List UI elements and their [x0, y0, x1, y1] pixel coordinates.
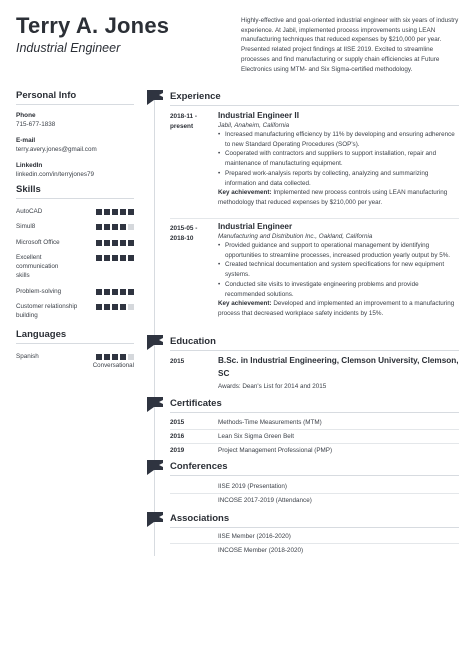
section-flag-icon — [147, 397, 163, 411]
rating-square-filled — [112, 240, 118, 246]
skill-item — [16, 222, 134, 231]
skill-name: Customer relationship building — [16, 303, 78, 320]
education-awards: Awards: Dean's List for 2014 and 2015 — [218, 383, 327, 390]
skill-rating — [96, 302, 134, 310]
rating-square-empty — [128, 354, 134, 360]
rating-square-filled — [96, 289, 102, 295]
job-entry — [218, 222, 460, 319]
job-company: Manufacturing and Distribution Inc., Oakland, California — [218, 233, 373, 240]
job-entry — [218, 111, 460, 208]
rating-square-filled — [104, 224, 110, 230]
skill-rating — [96, 222, 134, 230]
rating-square-filled — [128, 240, 134, 246]
skill-name: Problem-solving — [16, 287, 62, 295]
rating-square-filled — [112, 255, 118, 261]
education-year: 2015 — [170, 358, 185, 365]
education-degree: B.Sc. in Industrial Engineering, Clemson University, Clemson, SC — [218, 356, 459, 378]
rating-square-filled — [96, 354, 102, 360]
rating-square-filled — [112, 224, 118, 230]
email-label: E-mail — [16, 137, 36, 144]
achievement-text: Implemented new process controls using LEAN manufacturing methodology that reduced expenses by $210,000 per year. — [218, 189, 448, 206]
rating-square-filled — [104, 304, 110, 310]
timeline-line — [154, 100, 155, 556]
education-entry — [218, 355, 460, 392]
job-achievement — [218, 299, 460, 318]
rating-square-filled — [112, 304, 118, 310]
job-bullet: • Created technical documentation and system specifications for new equipment systems. — [218, 260, 460, 279]
skill-name: Simul8 — [16, 223, 36, 231]
skill-name: Excellent communication skills — [16, 253, 59, 280]
candidate-title: Industrial Engineer — [16, 41, 121, 55]
phone-label: Phone — [16, 112, 36, 119]
job-bullet: • Cooperated with contractors and suppliers to support installation, repair and maintenance of manufacturing equipment. — [218, 149, 460, 168]
job-bullet: • Provided guidance and support to operational management by identifying opportunities to streamline processes, increased production yearly output by 5%. — [218, 241, 460, 260]
certificate-year: 2019 — [170, 447, 185, 454]
rating-square-filled — [120, 304, 126, 310]
skill-item — [16, 207, 134, 216]
rating-square-filled — [128, 209, 134, 215]
rating-square-filled — [120, 240, 126, 246]
achievement-label: Key achievement: — [218, 300, 272, 308]
skill-item — [16, 253, 134, 281]
summary-text: Highly-effective and goal-oriented industrial engineer with six years of industry experience. At Jabil, implemented process improvements using LEAN manufacturing techniques that reduced expenses by $210,000 per year. Presented related project findings at IISE 2019. Excited to streamline processes and find manufacturing or supply chain efficiencies at Future Electronics using MTM- and Six Sigma-certified methodology. — [241, 17, 459, 73]
certificates-heading: Certificates — [170, 398, 459, 413]
left-column — [16, 90, 134, 369]
rating-square-filled — [104, 354, 110, 360]
conference-item: INCOSE 2017-2019 (Attendance) — [218, 497, 312, 504]
rating-square-filled — [104, 255, 110, 261]
skill-rating — [96, 287, 134, 295]
rating-square-filled — [112, 209, 118, 215]
phone-value: 715-677-1838 — [16, 121, 56, 128]
rating-square-filled — [120, 209, 126, 215]
entry-divider — [170, 443, 459, 444]
rating-square-filled — [96, 209, 102, 215]
rating-square-filled — [104, 289, 110, 295]
certificate-name: Project Management Professional (PMP) — [218, 447, 333, 454]
association-item: INCOSE Member (2018-2020) — [218, 547, 304, 554]
section-flag-icon — [147, 512, 163, 526]
rating-square-filled — [112, 354, 118, 360]
job-bullet: • Conducted site visits to investigate engineering problems and provide recommended solutions. — [218, 280, 460, 299]
entry-divider — [170, 429, 459, 430]
skill-rating — [96, 207, 134, 215]
linkedin-label: LinkedIn — [16, 162, 43, 169]
rating-square-filled — [96, 240, 102, 246]
section-flag-icon — [147, 335, 163, 349]
certificate-year: 2015 — [170, 419, 185, 426]
skill-item — [16, 287, 134, 296]
rating-square-filled — [104, 240, 110, 246]
job-bullet: • Increased manufacturing efficiency by 11% by developing and ensuring adherence to new Standard Operating Procedures (SOP's). — [218, 130, 460, 149]
experience-heading: Experience — [170, 91, 459, 106]
rating-square-filled — [104, 209, 110, 215]
rating-square-filled — [96, 304, 102, 310]
linkedin-value: linkedin.com/in/terryjones79 — [16, 171, 95, 178]
associations-heading: Associations — [170, 513, 459, 528]
job-title: Industrial Engineer II — [218, 111, 299, 120]
rating-square-filled — [120, 224, 126, 230]
job-dates: 2015-05 - 2018-10 — [170, 225, 198, 242]
rating-square-filled — [96, 255, 102, 261]
personal-info-heading: Personal Info — [16, 90, 134, 105]
candidate-name: Terry A. Jones — [16, 13, 170, 38]
skill-name: Microsoft Office — [16, 238, 60, 246]
job-bullet: • Prepared work-analysis reports by collecting, analyzing and summarizing information and data collected. — [218, 169, 460, 188]
certificate-name: Methods-Time Measurements (MTM) — [218, 419, 322, 426]
rating-square-filled — [120, 255, 126, 261]
language-name: Spanish — [16, 352, 39, 360]
education-heading: Education — [170, 336, 459, 351]
entry-divider — [170, 218, 459, 219]
rating-square-empty — [128, 224, 134, 230]
section-flag-icon — [147, 460, 163, 474]
conferences-heading: Conferences — [170, 461, 459, 476]
association-item: IISE Member (2016-2020) — [218, 533, 291, 540]
entry-divider — [170, 543, 459, 544]
skills-list — [16, 207, 134, 321]
rating-square-empty — [128, 304, 134, 310]
rating-square-filled — [112, 289, 118, 295]
job-achievement — [218, 188, 460, 207]
language-rating — [96, 352, 134, 360]
conference-item: IISE 2019 (Presentation) — [218, 483, 287, 490]
rating-square-filled — [120, 354, 126, 360]
achievement-label: Key achievement: — [218, 189, 272, 197]
language-item — [16, 352, 134, 361]
skills-heading: Skills — [16, 184, 134, 199]
certificate-name: Lean Six Sigma Green Belt — [218, 433, 294, 440]
skill-rating — [96, 238, 134, 246]
job-dates: 2018-11 - present — [170, 113, 198, 130]
section-flag-icon — [147, 90, 163, 104]
job-title: Industrial Engineer — [218, 222, 293, 231]
language-proficiency: Conversational — [92, 361, 134, 369]
rating-square-filled — [128, 255, 134, 261]
job-company: Jabil, Anaheim, California — [218, 122, 290, 129]
languages-heading: Languages — [16, 329, 134, 344]
achievement-text: Developed and implemented an improvement to a manufacturing process that decreased workplace safety incidents by 15%. — [218, 300, 455, 317]
rating-square-filled — [96, 224, 102, 230]
rating-square-filled — [128, 289, 134, 295]
skill-item — [16, 302, 134, 321]
skill-rating — [96, 253, 134, 261]
rating-square-filled — [120, 289, 126, 295]
email-value: terry.avery.jones@gmail.com — [16, 146, 97, 153]
certificate-year: 2016 — [170, 433, 185, 440]
skill-name: AutoCAD — [16, 208, 43, 215]
entry-divider — [170, 493, 459, 494]
skill-item — [16, 238, 134, 247]
